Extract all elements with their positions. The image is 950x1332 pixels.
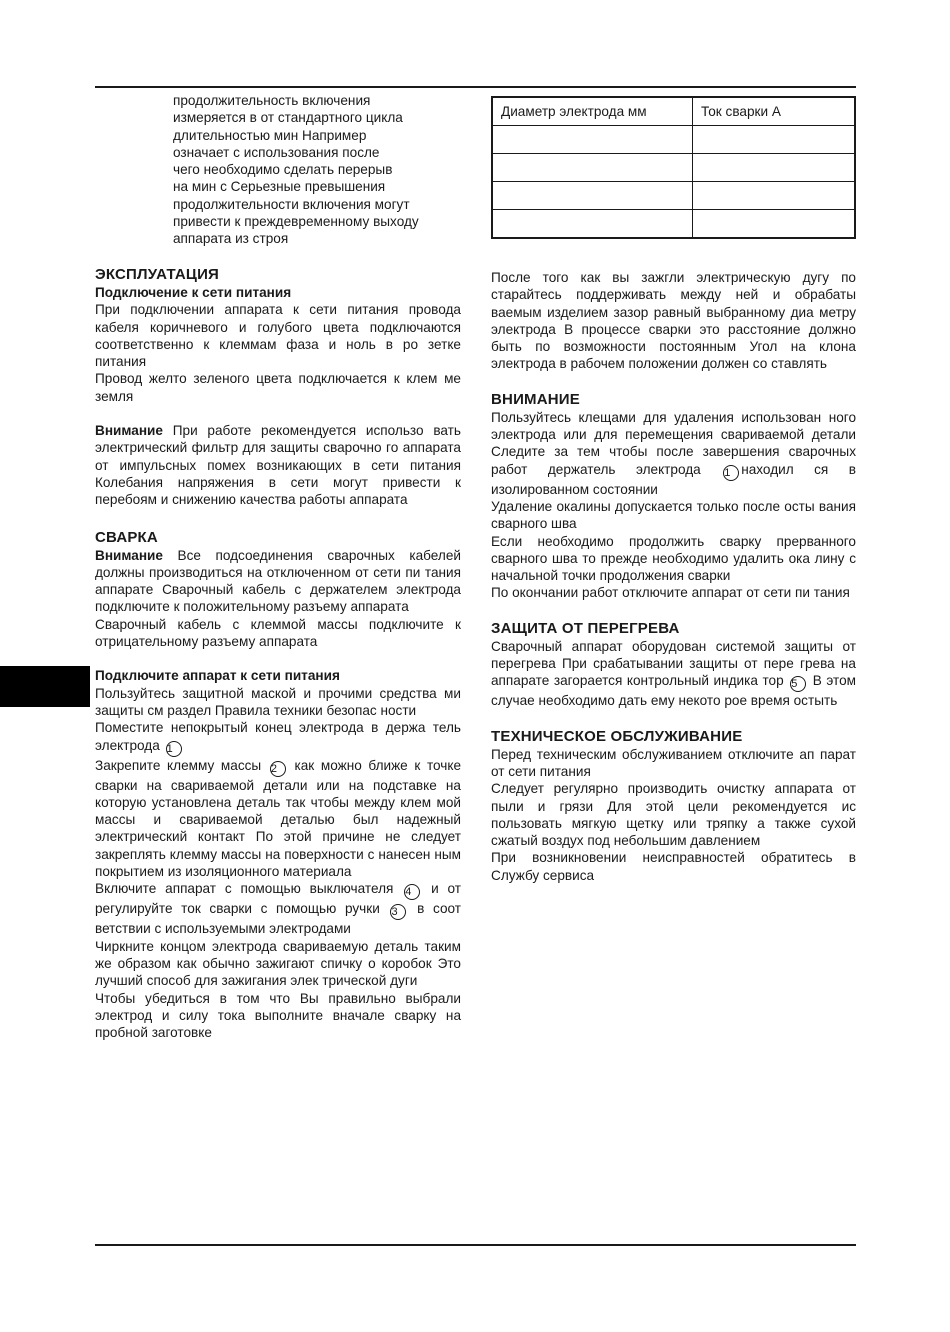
warning-paragraph [95, 547, 461, 616]
text: Пользуйтесь клещами для удаления использован ного электрода или для перемещения свариваемой детали Следите за тем чтобы после завершения сварочных работ держатель электрода [491, 409, 856, 477]
paragraph: При возникновении неисправностей обратитесь в Службу сервиса [491, 850, 856, 883]
table-row [492, 182, 855, 210]
section-title-attention: ВНИМАНИЕ [491, 390, 580, 408]
paragraph: Чиркните концом электрода свариваемую деталь таким же образом как обычно зажигают спичку о коробок Это лучший способ для зажигания элек трической дуги [95, 938, 461, 989]
bottom-rule [95, 1244, 856, 1246]
warning-label: Внимание [95, 423, 163, 439]
paragraph [95, 880, 461, 937]
section-title-welding: СВАРКА [95, 528, 158, 546]
text: в соот ветствии с используемыми электродами [95, 901, 461, 937]
intro-line: продолжительности включения могут [173, 196, 410, 212]
paragraph: Если необходимо продолжить сварку прерванного сварного шва то прежде необходимо удалить ока лину с начальной точки продолжения сварки [491, 533, 856, 584]
paragraph: Сварочный кабель с клеммой массы подключите к отрицательному разъему аппарата [95, 616, 461, 650]
table-cell [693, 210, 856, 239]
intro-line: на мин с Серьезные превышения [173, 179, 386, 195]
table-header-diameter: Диаметр электрода мм [492, 97, 693, 126]
warning-text: Все подсоединения сварочных кабелей должны производиться на отключенном от сети пи тания аппарате Сварочный кабель с держателем электрода подключите к положительному разъему аппарата [95, 547, 461, 615]
text: Сварочный аппарат оборудован системой защиты от перегрева При срабатывании защиты от пере грева на аппарате загорается контрольный индика тор [491, 638, 856, 689]
paragraph [491, 409, 856, 498]
callout-number: 4 [404, 884, 420, 900]
paragraph: После того как вы зажгли электрическую дугу по старайтесь поддерживать между ней и обрабаты ваемым изделием зазор равный выбранному диа метру электрода В процессе сварки это расстояние должно быть по возможности постоянным Угол на клона электрода в рабочем положении должен со ставлять [491, 270, 856, 372]
text: и от регулируйте ток сварки с помощью ручки [95, 881, 461, 917]
section-title-operation: ЭКСПЛУАТАЦИЯ [95, 266, 220, 283]
table-cell [492, 210, 693, 239]
text: Включите аппарат с помощью выключателя [95, 881, 394, 897]
table-cell [492, 126, 693, 154]
paragraph: Провод желто зеленого цвета подключается к клем ме земля [95, 371, 461, 404]
intro-line: чего необходимо сделать перерыв [173, 162, 393, 178]
electrode-current-table [491, 96, 856, 239]
paragraph [95, 719, 461, 756]
paragraph: При подключении аппарата к сети питания провода кабеля коричневого и голубого цвета подключаются соответственно к клеммам фаза и ноль в ро зетке питания [95, 302, 461, 370]
top-rule [95, 86, 856, 88]
subsection-title-mains: Подключение к сети питания [95, 285, 292, 300]
side-tab-marker [0, 666, 90, 707]
intro-line: аппарата из строя [173, 231, 289, 247]
table-cell [693, 154, 856, 182]
table-row [492, 210, 855, 239]
text: Поместите непокрытый конец электрода в держа тель электрода [95, 720, 461, 753]
callout-number: 2 [270, 761, 286, 777]
table-row [492, 154, 855, 182]
table-cell [492, 182, 693, 210]
paragraph: Удаление окалины допускается только после осты вания сварного шва [491, 498, 856, 532]
warning-paragraph [95, 422, 461, 508]
intro-line: продолжительность включения [173, 93, 371, 108]
duty-cycle-note [173, 92, 461, 248]
table-cell [693, 182, 856, 210]
warning-label: Внимание [95, 547, 163, 563]
paragraph: Перед техническим обслуживанием отключите ап парат от сети питания [491, 746, 856, 779]
intro-line: привести к преждевременному выходу [173, 214, 419, 230]
section-title-overheat: ЗАЩИТА ОТ ПЕРЕГРЕВА [491, 619, 680, 637]
paragraph [95, 757, 461, 881]
intro-line: означает с использования после [173, 144, 380, 160]
table-header-current: Ток сварки А [693, 97, 856, 126]
table-cell [492, 154, 693, 182]
paragraph: По окончании работ отключите аппарат от сети пи тания [491, 585, 850, 601]
text: находил ся в изолированном состоянии [491, 461, 856, 497]
table-row [492, 126, 855, 154]
left-column [95, 265, 461, 1041]
paragraph: Чтобы убедиться в том что Вы правильно выбрали электрод и силу тока выполните вначале сварку на пробной заготовке [95, 990, 461, 1041]
text: В этом случае необходимо дать ему некото рое время остыть [491, 673, 856, 709]
callout-number: 5 [790, 676, 806, 692]
text: как можно ближе к точке сварки на свариваемой детали или на подставке на которую установлена деталь так чтобы между клем мой массы и свариваемой деталью был надежный электрический контакт По этой причине не следует закреплять клемму массы на поверхности с нанесен ным покрытием из изоляционного материала [95, 757, 462, 880]
table-header-row [492, 97, 855, 126]
text: Закрепите клемму массы [95, 757, 262, 773]
section-title-maintenance: ТЕХНИЧЕСКОЕ ОБСЛУЖИВАНИЕ [491, 727, 743, 745]
paragraph [491, 638, 856, 710]
callout-number: 3 [390, 904, 406, 920]
intro-line: длительностью мин Например [173, 127, 367, 143]
callout-number: 1 [723, 465, 739, 481]
warning-text: При работе рекомендуется использо вать электрический фильтр для защиты сварочно го аппарата от импульсных помех возникающих в сети питания Колебания напряжения в сети могут привести к перебоям и снижению качества работы аппарата [95, 423, 461, 508]
table-cell [693, 126, 856, 154]
paragraph: Следует регулярно производить очистку аппарата от пыли и грязи Для этой цели рекомендуется ис пользовать мягкую щетку или тряпку а также сухой сжатый воздух под небольшим давлением [491, 781, 856, 849]
right-column [491, 269, 856, 884]
paragraph: Пользуйтесь защитной маской и прочими средства ми защиты см раздел Правила техники безопас ности [95, 685, 461, 718]
callout-number: 1 [166, 741, 182, 757]
subsection-title-connect: Подключите аппарат к сети питания [95, 668, 340, 684]
intro-line: измеряется в от стандартного цикла [173, 110, 403, 126]
